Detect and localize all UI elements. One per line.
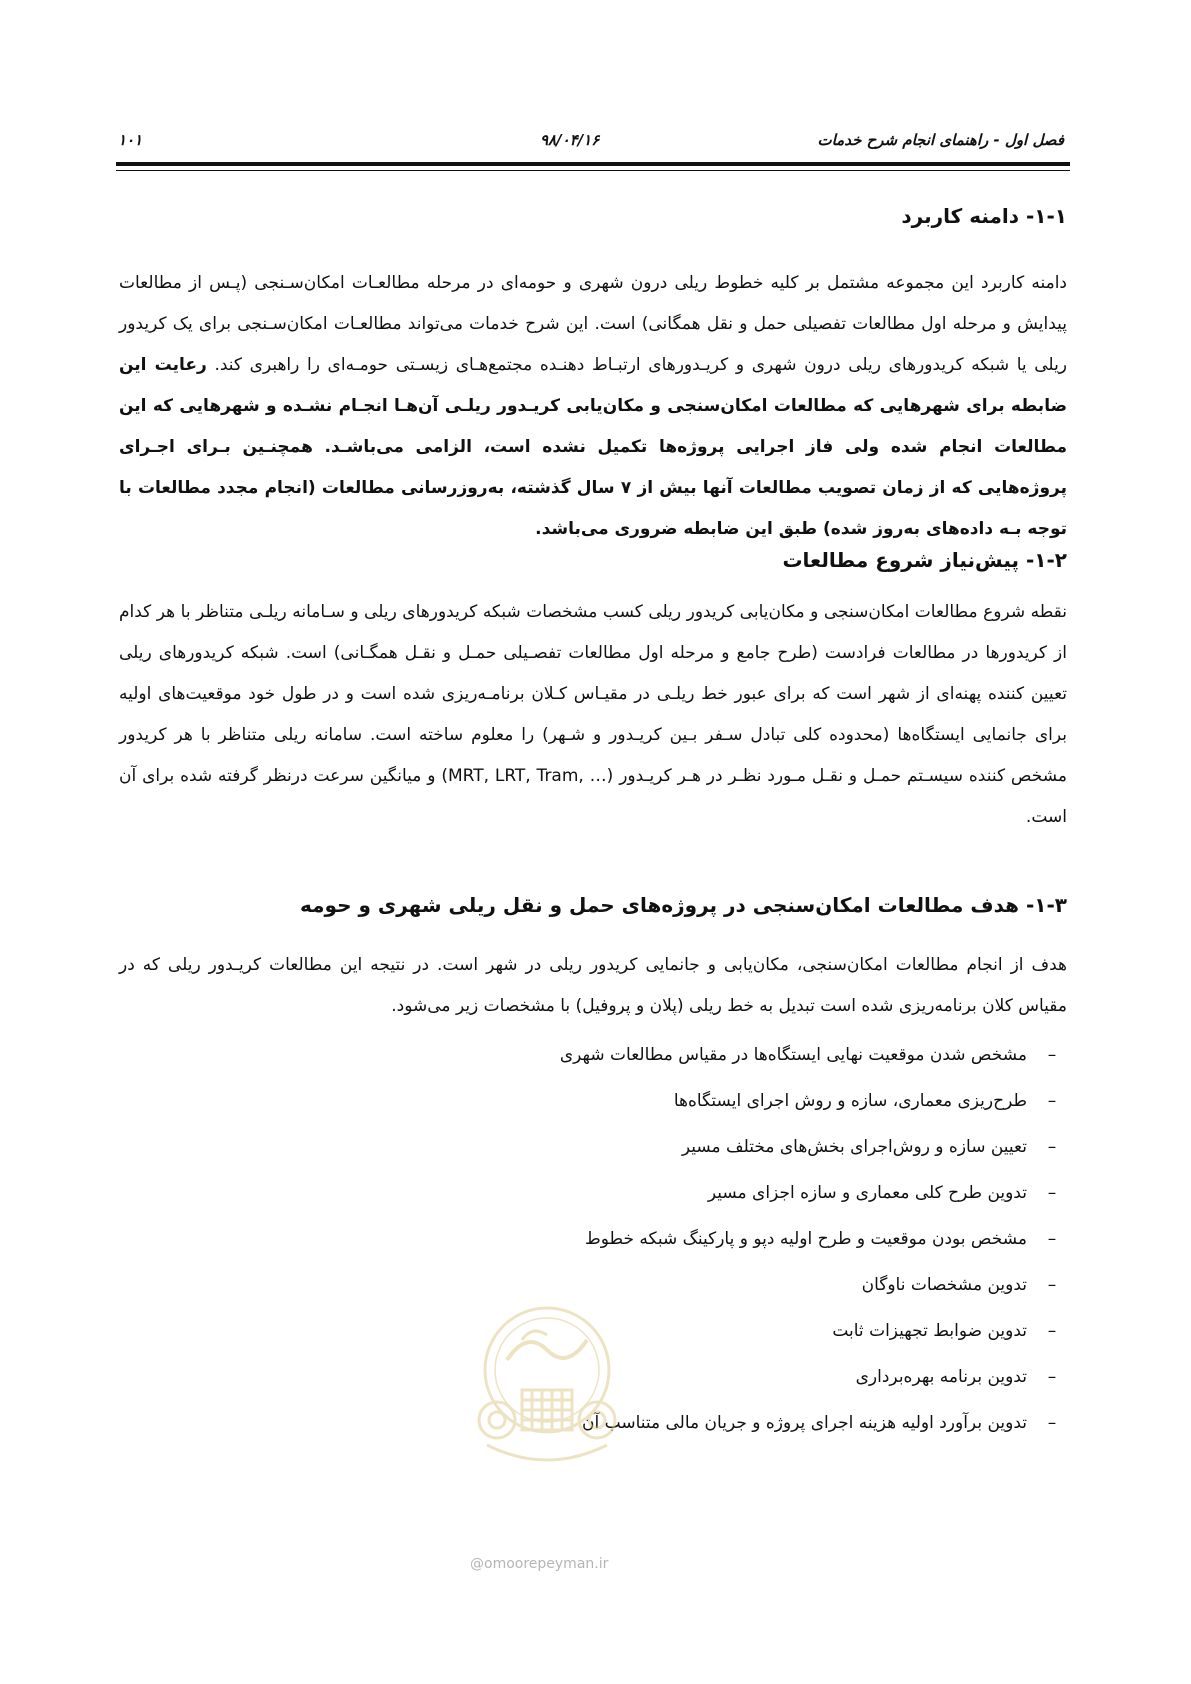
paragraph-bold-text: رعایت این ضابطه برای شهرهایی که مطالعات امکان‌سنجی و مکان‌یابی کریـدور ریلـی آن‌هـا انجـام نشـده و شهرهایی که این مطالعات انجام شده ولی فاز اجرایی پروژه‌ها تکمیل نشده است، الزامی می‌باشـد. همچنـین بـرای اجـرای پروژه‌هایی که از زمان تصویب مطالعات آنها بیش از ۷ سال گذشته، به‌روزرسانی مطالعات (انجام مجدد مطالعات با توجه بـه داده‌های به‌روز شده) طبق این ضابطه ضروری می‌باشد. (119, 355, 1067, 539)
header-divider-thin (116, 170, 1070, 171)
bullet-dash: – (1047, 1413, 1057, 1433)
watermark-url: @omoorepeyman.ir (470, 1556, 609, 1572)
list-item: –تدوین برنامه بهره‌برداری (119, 1354, 1067, 1400)
bullet-dash: – (1047, 1091, 1057, 1111)
list-item: –تدوین طرح کلی معماری و سازه اجزای مسیر (119, 1170, 1067, 1216)
list-item: –تدوین برآورد اولیه هزینه اجرای پروژه و جریان مالی متناسب آن (119, 1400, 1067, 1446)
header-divider-thick (116, 162, 1070, 166)
bullet-dash: – (1047, 1367, 1057, 1387)
bullet-dash: – (1047, 1183, 1057, 1203)
section-paragraph-scope (119, 263, 1067, 550)
header-date: ۹۸/۰۴/۱۶ (540, 131, 600, 149)
header-chapter-title: فصل اول - راهنمای انجام شرح خدمات (817, 131, 1064, 149)
paragraph-tail-text: و میانگین سرعت درنظر گرفته شده برای آن است. (119, 766, 1067, 827)
watermark-seal-logo (467, 1300, 627, 1470)
list-item: –تدوین مشخصات ناوگان (119, 1262, 1067, 1308)
bullet-dash: – (1047, 1229, 1057, 1249)
bullet-dash: – (1047, 1045, 1057, 1065)
section-heading-scope: ۱-۱- دامنه کاربرد (901, 204, 1067, 228)
paragraph-ltr-systems: (MRT, LRT, Tram, …) (441, 766, 614, 786)
paragraph-main-text: نقطه شروع مطالعات امکان‌سنجی و مکان‌یابی کریدور ریلی کسب مشخصات شبکه کریدورهای ریلی و سـامانه ریلـی متناظر با هر کدام از کریدورها در مطالعات فرادست (طرح جامع و مرحله اول مطالعات تفصـیلی حمـل و نقـل همگـانی) است. شبکه کریدورهای ریلی تعیین کننده پهنه‌ای از شهر است که برای عبور خط ریلـی در مقیـاس کـلان برنامـه‌ریزی شده است و در طول خود موقعیت‌های اولیه برای جانمایی ایستگاه‌ها (محدوده کلی تبادل سـفر بـین کریـدور و شـهر) را معلوم ساخته است. سامانه ریلی متناظر با هر کریدور مشخص کننده سیسـتم حمـل و نقـل مـورد نظـر در هـر کریـدور (119, 602, 1067, 786)
bullet-dash: – (1047, 1137, 1057, 1157)
bullet-dash: – (1047, 1275, 1057, 1295)
header-page-number: ۱۰۱ (118, 131, 143, 149)
list-item: –مشخص بودن موقعیت و طرح اولیه دپو و پارکینگ شبکه خطوط (119, 1216, 1067, 1262)
list-item: –تدوین ضوابط تجهیزات ثابت (119, 1308, 1067, 1354)
section-paragraph-prerequisite (119, 592, 1067, 838)
list-item: –طرح‌ریزی معماری، سازه و روش اجرای ایستگاه‌ها (119, 1078, 1067, 1124)
list-item: –مشخص شدن موقعیت نهایی ایستگاه‌ها در مقیاس مطالعات شهری (119, 1032, 1067, 1078)
section-paragraph-goal: هدف از انجام مطالعات امکان‌سنجی، مکان‌یابی و جانمایی کریدور ریلی در شهر است. در نتیجه این مطالعات کریـدور ریلی که در مقیاس کلان برنامه‌ریزی شده است تبدیل به خط ریلی (پلان و پروفیل) با مشخصات زیر می‌شود. (119, 955, 1067, 1016)
list-item: –تعیین سازه و روش‌اجرای بخش‌های مختلف مسیر (119, 1124, 1067, 1170)
section-heading-prerequisite: ۱-۲- پیش‌نیاز شروع مطالعات (782, 548, 1067, 572)
bullet-dash: – (1047, 1321, 1057, 1341)
paragraph-normal-text: دامنه کاربرد این مجموعه مشتمل بر کلیه خطوط ریلی درون شهری و حومه‌ای در مرحله مطالعـات امکان‌سـنجی (پـس از مطالعات پیدایش و مرحله اول مطالعات تفصیلی حمل و نقل همگانی) است. این شرح خدمات می‌تواند مطالعـات امکان‌سـنجی برای یک کریدور ریلی یا شبکه کریدورهای ریلی درون شهری و کریـدورهای ارتبـاط دهنـده مجتمع‌هـای زیسـتی حومـه‌ای را راهبری کند. (119, 273, 1068, 375)
section-heading-goal: ۱-۳- هدف مطالعات امکان‌سنجی در پروژه‌های حمل و نقل ریلی شهری و حومه (300, 893, 1067, 917)
